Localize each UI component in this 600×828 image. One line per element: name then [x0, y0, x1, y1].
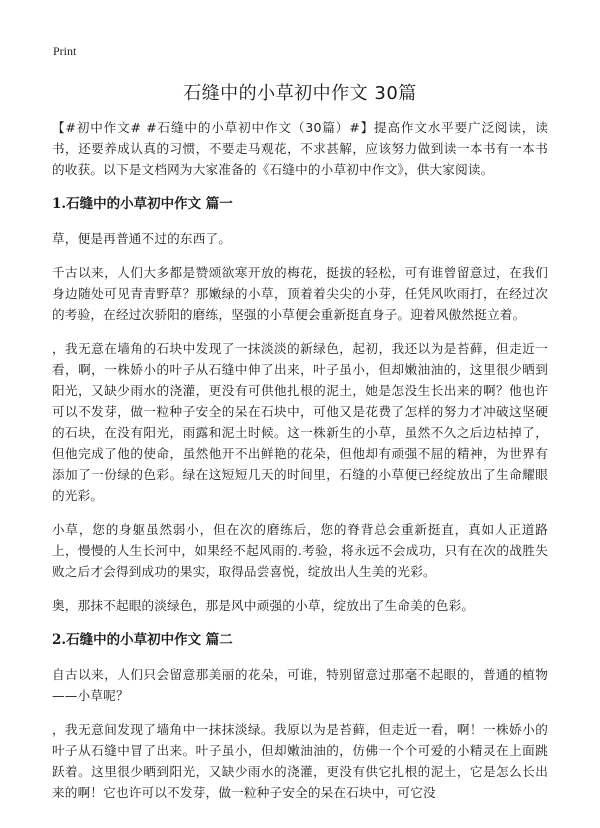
section-heading: 2.石缝中的小草初中作文 篇二 — [52, 632, 233, 648]
paragraph: 自古以来，人们只会留意那美丽的花朵，可谁，特别留意过那毫不起眼的，普通的植物——小草呢？ — [52, 667, 548, 703]
intro-paragraph: 【#初中作文# #石缝中的小草初中作文（30篇）#】提高作文水平要广泛阅读，读书，还要养成认真的习惯，不要走马观花，不求甚解，应该努力做到读一本书有一本书的收获。以下是文档网为大家准备的《石缝中的小草初中作文》，供大家阅读。 — [52, 120, 548, 177]
section-2 — [52, 629, 548, 803]
print-label: Print — [53, 44, 77, 58]
paragraph: 千古以来，人们大多都是赞颂欲寒开放的梅花，挺拔的轻松，可有谁曾留意过，在我们身边随处可见青青野草？那嫩绿的小草，顶着着尖尖的小芽，任凭风吹雨打，在经过次的考验，在经过次骄阳的磨练，坚强的小草便会重新挺直身子。迎着风傲然挺立着。 — [52, 265, 548, 322]
page-title: 石缝中的小草初中作文 30篇 — [183, 83, 417, 104]
paragraph: ，我无意间发现了墙角中一抹抹淡绿。我原以为是苔藓，但走近一看，啊！一株娇小的叶子从石缝中冒了出来。叶子虽小，但却嫩油油的，仿佛一个个可爱的小精灵在上面跳跃着。这里很少晒到阳光，又缺少雨水的浇灌，更没有供它扎根的泥土，它是怎么长出来的啊！它也许可以不发芽，做一粒种子安全的呆在石块中，可它没 — [52, 722, 548, 800]
paragraph: 草，便是再普通不过的东西了。 — [52, 231, 232, 246]
paragraph: ，我无意在墙角的石块中发现了一抹淡淡的新绿色，起初，我还以为是苔藓，但走近一看，啊，一株娇小的叶子从石缝中伸了出来，叶子虽小，但却嫩油油的，这里很少晒到阳光，又缺少雨水的浇灌，更没有可供他扎根的泥土，她是怎没生长出来的啊？他也许可以不发芽，做一粒种子安全的呆在石块中，可他又是花费了怎样的努力才冲破这坚硬的石块，在没有阳光，雨露和泥土时候。这一株新生的小草，虽然不久之后边枯掉了，但他完成了他的使命，虽然他开不出鲜艳的花朵，但他却有顽强不屈的精神，为世界有添加了一份绿的色彩。绿在这短短几天的时间里，石缝的小草便已经绽放出了生命耀眼的光彩。 — [52, 341, 548, 503]
section-heading: 1.石缝中的小草初中作文 篇一 — [52, 196, 233, 212]
section-1 — [52, 193, 548, 616]
article-body — [52, 117, 548, 816]
paragraph: 奥，那抹不起眼的淡绿色，那是风中顽强的小草，绽放出了生命美的色彩。 — [52, 598, 475, 613]
paragraph: 小草，您的身躯虽然弱小，但在次的磨练后，您的脊背总会重新挺直，真如人正道路上，慢慢的人生长河中，如果经不起风雨的.考验，将永远不会成功，只有在次的战胜失败之后才会得到成功的果实，取得品尝喜悦，绽放出人生美的光彩。 — [52, 522, 548, 579]
